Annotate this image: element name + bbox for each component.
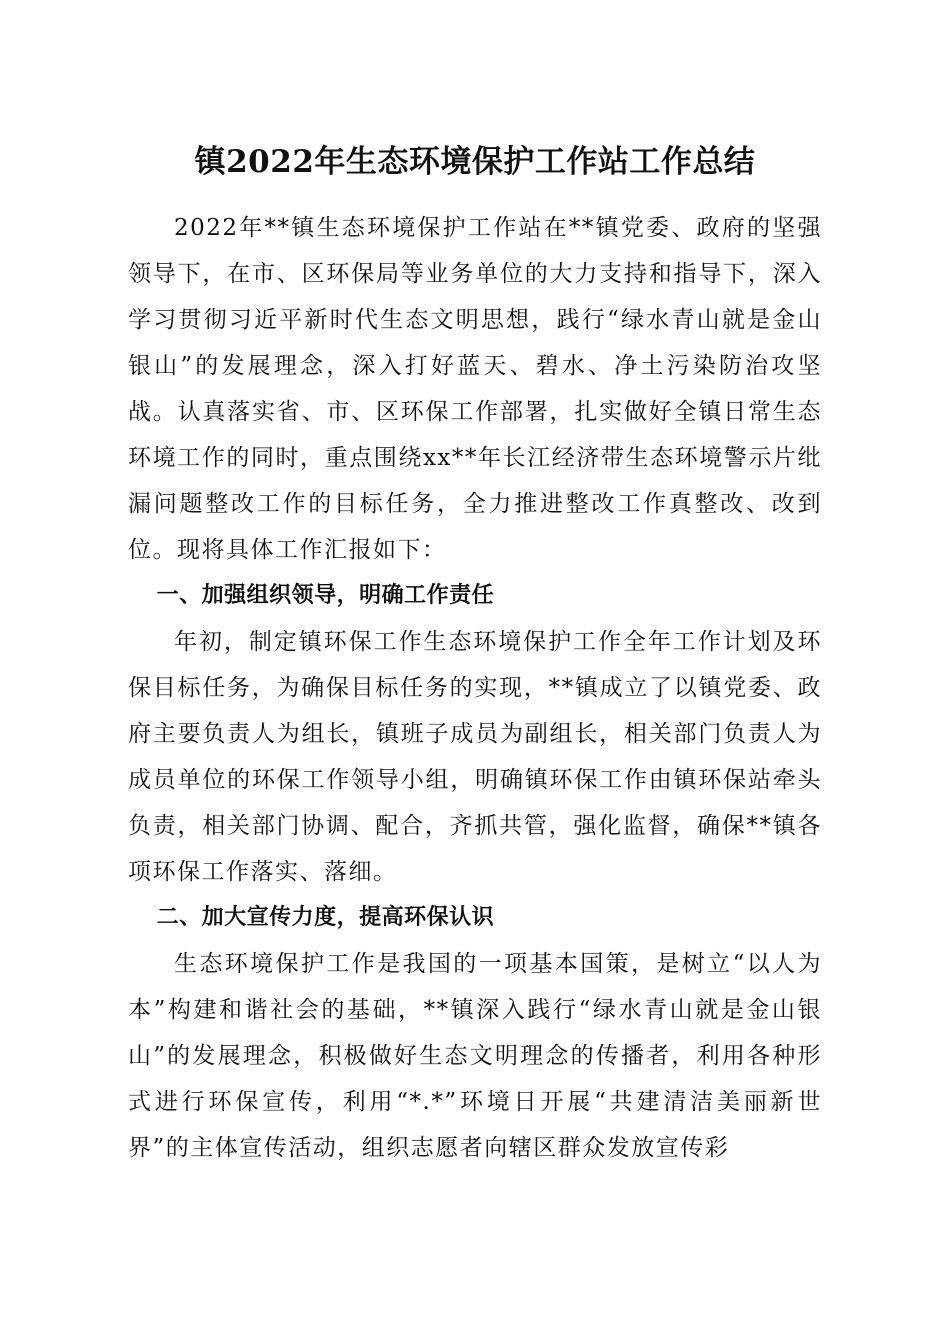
section-paragraph: 生态环境保护工作是我国的一项基本国策，是树立“以人为本”构建和谐社会的基础，**镇深入践行“绿水青山就是金山银山”的发展理念，积极做好生态文明理念的传播者，利用各种形式进行环保宣传，利用“*.*”环境日开展“共建清洁美丽新世界”的主体宣传活动，组织志愿者向辖区群众发放宣传彩 [128, 951, 822, 1161]
document-body [128, 205, 822, 1171]
document-title: 镇2022年生态环境保护工作站工作总结 [194, 144, 756, 180]
section-heading: 二、加大宣传力度，提高环保认识 [156, 905, 495, 930]
section-publicity [128, 895, 822, 1171]
section-organization [128, 573, 822, 895]
section-paragraph: 年初，制定镇环保工作生态环境保护工作全年工作计划及环保目标任务，为确保目标任务的实现，**镇成立了以镇党委、政府主要负责人为组长，镇班子成员为副组长，相关部门负责人为成员单位的环保工作领导小组，明确镇环保工作由镇环保站牵头负责，相关部门协调、配合，齐抓共管，强化监督，确保**镇各项环保工作落实、落细。 [128, 629, 822, 885]
intro-paragraph: 2022年**镇生态环境保护工作站在**镇党委、政府的坚强领导下，在市、区环保局等业务单位的大力支持和指导下，深入学习贯彻习近平新时代生态文明思想，践行“绿水青山就是金山银山”的发展理念，深入打好蓝天、碧水、净土污染防治攻坚战。认真落实省、市、区环保工作部署，扎实做好全镇日常生态环境工作的同时，重点围绕xx**年长江经济带生态环境警示片纰漏问题整改工作的目标任务，全力推进整改工作真整改、改到位。现将具体工作汇报如下： [128, 215, 822, 563]
section-heading: 一、加强组织领导，明确工作责任 [156, 583, 495, 608]
